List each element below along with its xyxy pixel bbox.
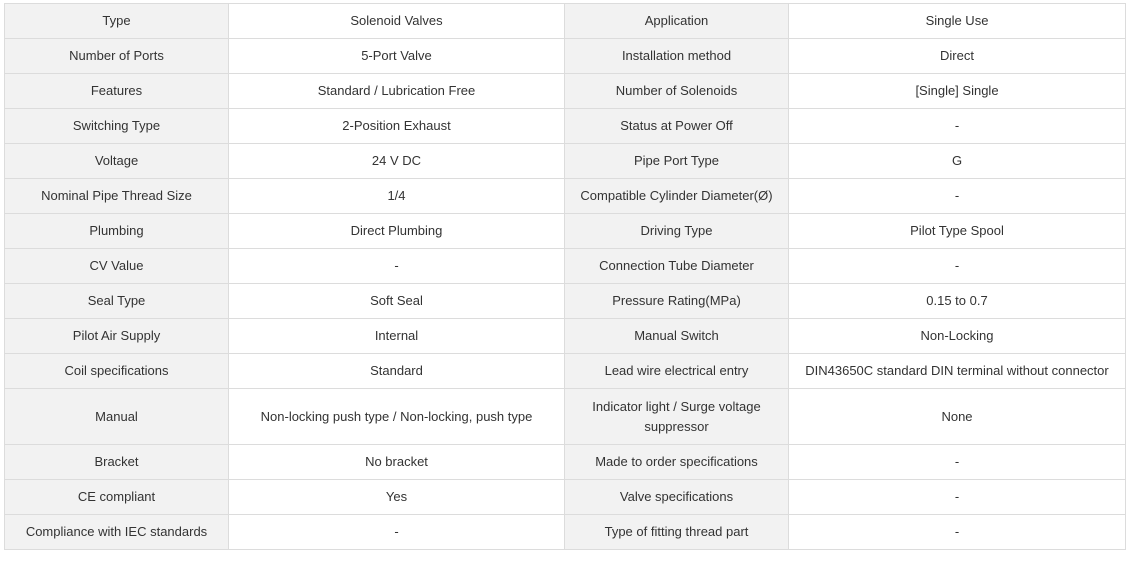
table-row	[5, 39, 1126, 74]
spec-label: Driving Type	[565, 214, 789, 249]
spec-label: Voltage	[5, 144, 229, 179]
table-row	[5, 144, 1126, 179]
table-row	[5, 445, 1126, 480]
spec-label: Compliance with IEC standards	[5, 515, 229, 550]
spec-value: 0.15 to 0.7	[789, 284, 1126, 319]
spec-value: [Single] Single	[789, 74, 1126, 109]
table-row	[5, 74, 1126, 109]
spec-value: 24 V DC	[229, 144, 565, 179]
table-row	[5, 4, 1126, 39]
spec-label: Manual	[5, 389, 229, 445]
spec-label: Made to order specifications	[565, 445, 789, 480]
table-row	[5, 109, 1126, 144]
spec-label: Pipe Port Type	[565, 144, 789, 179]
spec-value: Standard / Lubrication Free	[229, 74, 565, 109]
spec-label: Type	[5, 4, 229, 39]
spec-value: 1/4	[229, 179, 565, 214]
spec-value: No bracket	[229, 445, 565, 480]
table-row	[5, 249, 1126, 284]
spec-label: Pilot Air Supply	[5, 319, 229, 354]
spec-value: 5-Port Valve	[229, 39, 565, 74]
table-row	[5, 179, 1126, 214]
spec-value: G	[789, 144, 1126, 179]
spec-value: Solenoid Valves	[229, 4, 565, 39]
spec-label: Lead wire electrical entry	[565, 354, 789, 389]
table-row	[5, 480, 1126, 515]
spec-value: DIN43650C standard DIN terminal without connector	[789, 354, 1126, 389]
table-row	[5, 319, 1126, 354]
spec-value: Soft Seal	[229, 284, 565, 319]
table-row	[5, 354, 1126, 389]
spec-value: -	[229, 249, 565, 284]
spec-value: Internal	[229, 319, 565, 354]
spec-value: -	[789, 249, 1126, 284]
specifications-table	[4, 3, 1126, 550]
spec-value: Direct Plumbing	[229, 214, 565, 249]
table-row	[5, 214, 1126, 249]
spec-label: Installation method	[565, 39, 789, 74]
spec-label: Seal Type	[5, 284, 229, 319]
spec-value: Non-Locking	[789, 319, 1126, 354]
spec-label: CV Value	[5, 249, 229, 284]
table-row	[5, 515, 1126, 550]
spec-label: Coil specifications	[5, 354, 229, 389]
spec-value: -	[229, 515, 565, 550]
spec-value: Direct	[789, 39, 1126, 74]
spec-label: Pressure Rating(MPa)	[565, 284, 789, 319]
spec-label: Connection Tube Diameter	[565, 249, 789, 284]
spec-value: Standard	[229, 354, 565, 389]
table-row	[5, 389, 1126, 445]
spec-value: Single Use	[789, 4, 1126, 39]
spec-label: Plumbing	[5, 214, 229, 249]
spec-label: Application	[565, 4, 789, 39]
spec-value: -	[789, 445, 1126, 480]
spec-label: Number of Solenoids	[565, 74, 789, 109]
spec-value: None	[789, 389, 1126, 445]
spec-label: Nominal Pipe Thread Size	[5, 179, 229, 214]
spec-label: Type of fitting thread part	[565, 515, 789, 550]
spec-label: Valve specifications	[565, 480, 789, 515]
spec-value: Non-locking push type / Non-locking, push type	[229, 389, 565, 445]
spec-label: Manual Switch	[565, 319, 789, 354]
spec-label: Number of Ports	[5, 39, 229, 74]
spec-value: 2-Position Exhaust	[229, 109, 565, 144]
table-row	[5, 284, 1126, 319]
spec-value: -	[789, 515, 1126, 550]
spec-label: Status at Power Off	[565, 109, 789, 144]
spec-value: -	[789, 109, 1126, 144]
spec-label: Bracket	[5, 445, 229, 480]
spec-label: Switching Type	[5, 109, 229, 144]
spec-value: Yes	[229, 480, 565, 515]
spec-label: Indicator light / Surge voltage suppressor	[565, 389, 789, 445]
spec-value: -	[789, 480, 1126, 515]
spec-label: Compatible Cylinder Diameter(Ø)	[565, 179, 789, 214]
spec-label: CE compliant	[5, 480, 229, 515]
spec-value: Pilot Type Spool	[789, 214, 1126, 249]
spec-value: -	[789, 179, 1126, 214]
spec-label: Features	[5, 74, 229, 109]
